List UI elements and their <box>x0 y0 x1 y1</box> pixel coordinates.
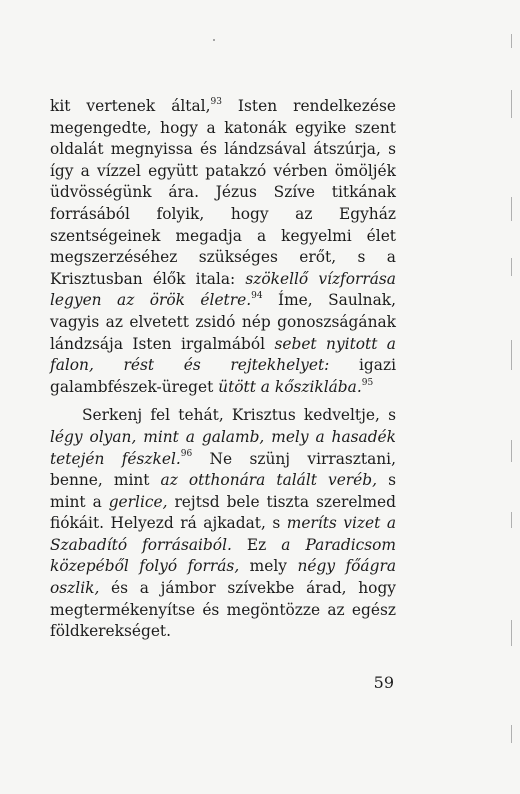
text-run: Serkenj fel tehát, Krisztus kedveltje, s <box>82 406 396 425</box>
page-edge-mark <box>511 197 512 221</box>
italic-text-run: gerlice, <box>108 492 168 511</box>
italic-text-run: szökellő vízforrása legyen az örök életre. <box>50 269 396 310</box>
page-edge-mark <box>511 34 512 48</box>
text-run: kit vertenek által, <box>50 97 211 115</box>
italic-text-run: sebet nyitott a falon, rést és rejtekhelyet: <box>50 334 396 375</box>
italic-text-run: légy olyan, mint a galamb, mely a hasadék tetején fészkel. <box>50 427 396 468</box>
footnote-ref: 94 <box>251 291 263 302</box>
italic-text-run: négy főágra oszlik, <box>50 557 396 598</box>
text-run: Ez <box>231 535 282 554</box>
text-run: igazi galambfészek-üreget <box>50 356 396 396</box>
page-edge-mark <box>511 512 512 528</box>
italic-text-run: a Paradicsom közepéből folyó forrás, <box>50 535 396 576</box>
footnote-ref: 93 <box>210 96 222 107</box>
page-edge-mark <box>511 440 512 462</box>
text-run: Ne szünj virrasztani, benne, mint <box>50 449 396 490</box>
text-run: mely <box>239 557 298 576</box>
italic-text-run: meríts vizet a Szabadító forrásaiból. <box>50 514 396 554</box>
italic-text-run: ütött a kősziklába. <box>218 377 362 396</box>
text-run: s mint a <box>50 471 396 511</box>
page-number: 59 <box>373 673 394 692</box>
italic-text-run: az otthonára talált veréb, <box>160 471 378 490</box>
footnote-ref: 95 <box>361 377 374 388</box>
page-edge-mark <box>511 725 512 743</box>
print-speck <box>213 39 215 41</box>
text-run: Íme, Saulnak, vagyis az elvetett zsidó nép gonoszságának lándzsája Isten irgalmából <box>50 291 396 353</box>
text-run: Isten rendelkezése megengedte, hogy a katonák egyike szent oldalát megnyissa és lándzsával átszúrja, s így a vízzel együtt patakzó vérben ömöljék üdvösségünk ára. Jézus Szíve titkának forrásából folyik, hogy az Egyház szentségeinek megadja a kegyelmi élet megszerzéséhez szükséges erőt, s a Krisztusban élők itala: <box>50 97 397 288</box>
text-run: és a jámbor szívekbe árad, hogy megtermékenyítse és megöntözze az egész földkerekséget. <box>50 579 396 641</box>
page-edge-mark <box>511 258 512 276</box>
page-edge-mark <box>511 90 512 118</box>
text-run: rejtsd bele tiszta szerelmed fiókáit. Helyezd rá ajkadat, s <box>50 492 397 533</box>
page-edge-mark <box>511 620 512 646</box>
footnote-ref: 96 <box>180 449 193 460</box>
paragraph-2 <box>50 405 396 643</box>
paragraph-1 <box>50 96 396 398</box>
page-edge-mark <box>511 340 512 370</box>
body-text <box>50 96 396 643</box>
